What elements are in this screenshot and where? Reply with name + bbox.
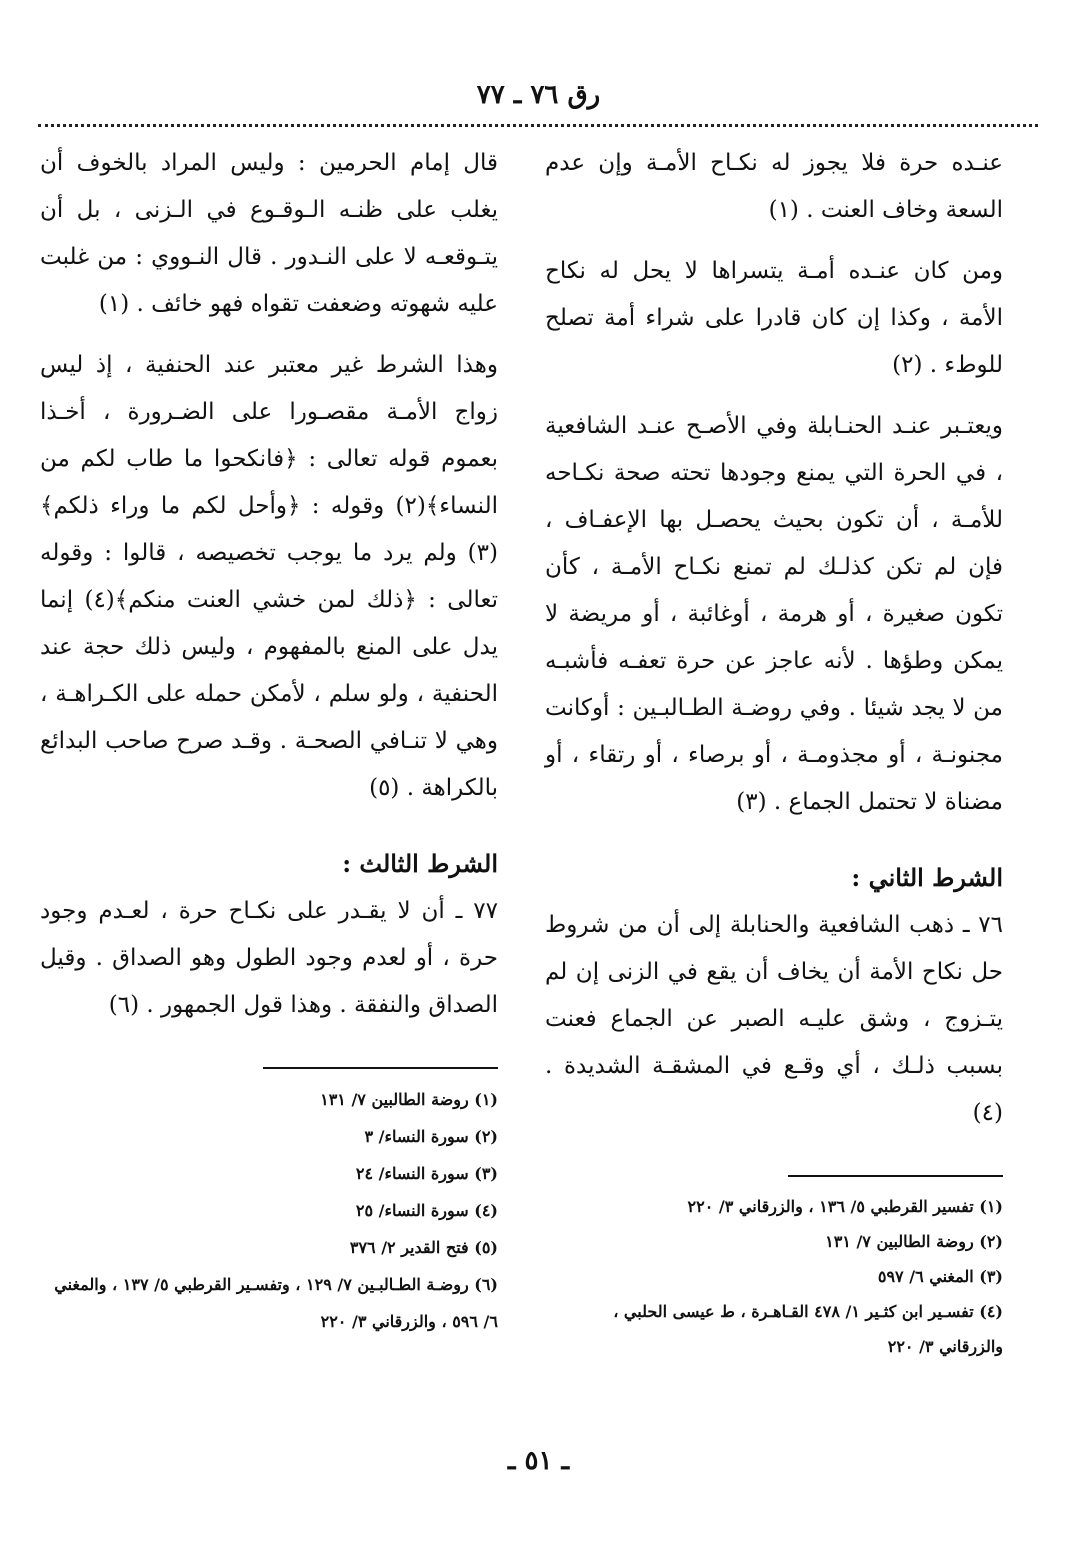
footnote-divider: [263, 1067, 498, 1069]
footnote-divider: [788, 1175, 1003, 1177]
page-header: رق ٧٦ ـ ٧٧: [476, 80, 601, 110]
paragraph: وهذا الشرط غير معتبر عند الحنفية ، إذ ليس زواج الأمـة مقصـورا على الضـرورة ، أخـذا بعموم قوله تعالى : ﴿فانكحوا ما طاب لكم من النساء﴾(٢) وقوله : ﴿وأحل لكم ما وراء ذلكم﴾(٣) ولم يرد ما يوجب تخصيصه ، قالوا : وقوله تعالى : ﴿ذلك لمن خشي العنت منكم﴾(٤) إنما يدل على المنع بالمفهوم ، وليس ذلك حجة عند الحنفية ، ولو سلم ، لأمكن حمله على الكـراهـة ، وهي لا تنـافي الصحـة . وقـد صرح صاحب البدائع بالكراهة . (٥): [40, 352, 498, 801]
footnotes: [40, 1067, 498, 1340]
paragraph: ٧٧ ـ أن لا يقـدر على نكـاح حرة ، لعـدم وجود حرة ، أو لعدم وجود الطول وهو الصداق . وقيل الصداق والنفقة . وهذا قول الجمهور . (٦): [40, 898, 498, 1018]
paragraph: ٧٦ ـ ذهب الشافعية والحنابلة إلى أن من شروط حل نكاح الأمة أن يخاف أن يقع في الزنى إن لم يتـزوج ، وشق عليـه الصبر عن الجماع فعنت بسبب ذلـك ، أي وقـع في المشقـة الشديدة . (٤): [545, 912, 1003, 1126]
right-column: [545, 140, 1003, 1364]
left-column: [40, 140, 498, 1340]
footnote: (٢) سورة النساء/ ٣: [364, 1127, 498, 1146]
paragraph: عنـده حرة فلا يجوز له نكـاح الأمـة وإن عدم السعة وخاف العنت . (١): [545, 150, 1003, 223]
footnote: (٣) المغني ٦/ ٥٩٧: [877, 1267, 1003, 1286]
footnote: (٤) تفسـير ابن كثـير ١/ ٤٧٨ القـاهـرة ، ط عيسى الحلبي ، والزرقاني ٣/ ٢٢٠: [613, 1302, 1003, 1356]
footnote: (٣) سورة النساء/ ٢٤: [355, 1164, 498, 1183]
paragraph: قال إمام الحرمين : وليس المراد بالخوف أن يغلب على ظنـه الـوقـوع في الـزنى ، بل أن يتـوقعـه لا على النـدور . قال النـووي : من غلبت عليه شهوته وضعفت تقواه فهو خائف . (١): [40, 150, 498, 317]
footnotes: [545, 1175, 1003, 1364]
section-heading: الشرط الثالث :: [342, 849, 498, 878]
paragraph: ومن كان عنـده أمـة يتسراها لا يحل له نكاح الأمة ، وكذا إن كان قادرا على شراء أمة تصلح للوطء . (٢): [545, 258, 1003, 378]
header-dotted-rule: [38, 124, 1038, 127]
footnote: (١) تفسير القرطبي ٥/ ١٣٦ ، والزرقاني ٣/ ٢٢٠: [687, 1197, 1003, 1216]
paragraph: ويعتـبر عنـد الحنـابلة وفي الأصـح عنـد الشافعية ، في الحرة التي يمنع وجودها تحته صحة نكـاحه للأمـة ، أن تكون بحيث يحصـل بها الإعفـاف ، فإن لم تكن كذلـك لم تمنع نكـاح الأمـة ، كأن تكون صغيرة ، أو هرمة ، أوغائبة ، أو مريضة لا يمكن وطؤها . لأنه عاجز عن حرة تعفـه فأشبـه من لا يجد شيئا . وفي روضـة الطـالبـين : أوكانت مجنونـة ، أو مجذومـة ، أو برصاء ، أو رتقاء ، أو مضناة لا تحتمل الجماع . (٣): [545, 413, 1003, 815]
section-heading: الشرط الثاني :: [851, 863, 1003, 892]
footnote: (٤) سورة النساء/ ٢٥: [355, 1201, 498, 1220]
footnote: (٦) روضـة الطـالبـين ٧/ ١٢٩ ، وتفسـير القرطبي ٥/ ١٣٧ ، والمغني ٦/ ٥٩٦ ، والزرقاني ٣/ ٢٢٠: [54, 1275, 498, 1331]
footnote: (٢) روضة الطالبين ٧/ ١٣١: [825, 1232, 1003, 1251]
footnote: (٥) فتح القدير ٢/ ٣٧٦: [349, 1238, 498, 1257]
footnote: (١) روضة الطالبين ٧/ ١٣١: [320, 1090, 498, 1109]
page-number: ـ ٥١ ـ: [507, 1446, 570, 1476]
